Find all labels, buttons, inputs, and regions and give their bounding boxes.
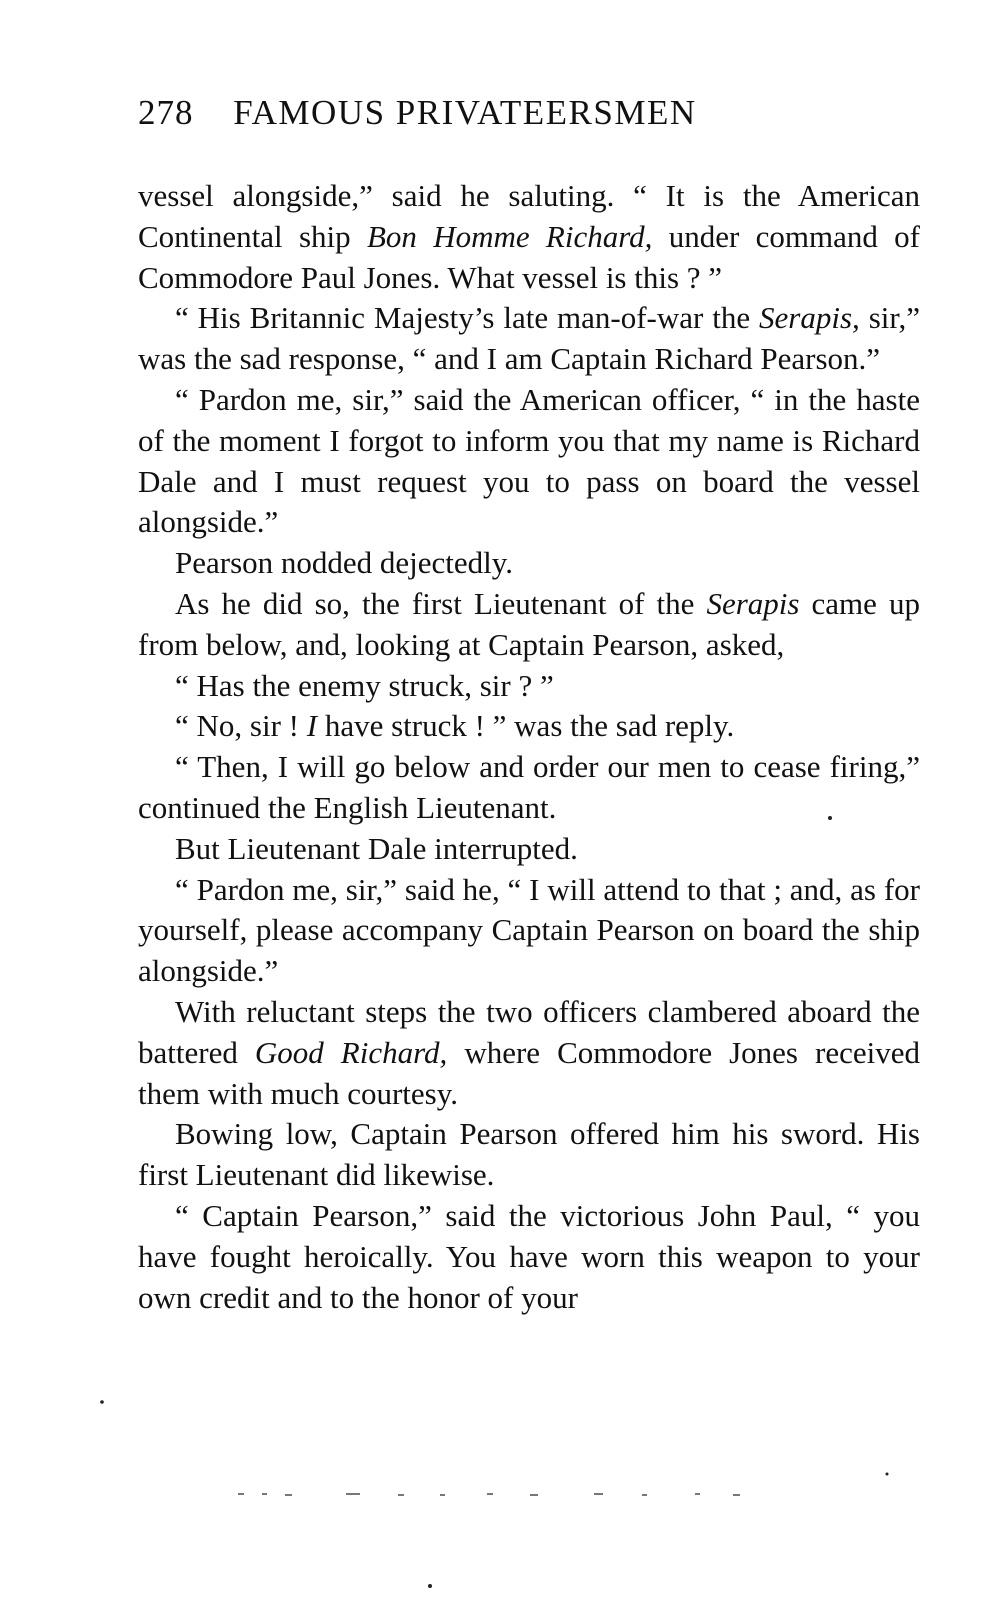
text-run: “ His Britannic Majesty’s late man-of-war the (175, 300, 760, 336)
paragraph (138, 1114, 920, 1196)
body-text (138, 176, 920, 1318)
italic-text: I (306, 708, 318, 744)
paragraph (138, 176, 920, 298)
paragraph (138, 829, 920, 870)
text-run: “ Pardon me, sir,” said the American officer, “ in the haste of the moment I forgot to inform you that my name is Richard Dale and I must request you to pass on board the vessel alongside.” (138, 381, 920, 540)
bleed-through-marks (238, 1493, 740, 1496)
paragraph (138, 1196, 920, 1318)
paragraph (138, 870, 920, 992)
paragraph (138, 543, 920, 584)
text-run: sir,” was the sad response, “ and I am Captain Richard Pearson.” (138, 300, 920, 377)
text-run: “ Captain Pearson,” said the victorious John Paul, “ you have fought heroically. You have worn this weapon to your own credit and to the honor of your (138, 1197, 920, 1315)
text-run: As he did so, the first Lieutenant of the (175, 585, 707, 621)
italic-text: Bon Homme Richard, (366, 218, 653, 254)
paragraph (138, 706, 920, 747)
page-number: 278 (138, 93, 194, 132)
paragraph (138, 584, 920, 666)
running-title: FAMOUS PRIVATEERSMEN (233, 93, 697, 132)
text-run: Pearson nodded dejectedly. (175, 545, 514, 581)
text-run: But Lieutenant Dale interrupted. (175, 830, 578, 866)
text-run: “ Pardon me, sir,” said he, “ I will attend to that ; and, as for yourself, please accompany Captain Pearson on board the ship alongside.” (138, 871, 920, 989)
italic-text: Serapis (706, 585, 800, 621)
text-run: vessel alongside,” said he saluting. “ It is the American Continental ship (138, 178, 920, 254)
text-run: have struck ! ” was the sad reply. (317, 708, 735, 744)
italic-text: Serapis, (759, 300, 860, 336)
text-run: With reluctant steps the two officers clambered aboard the battered (138, 993, 920, 1070)
paragraph (138, 666, 920, 707)
italic-text: Good Richard, (254, 1034, 448, 1070)
page-header (138, 88, 938, 138)
text-run: under command of Commodore Paul Jones. What vessel is this ? ” (138, 218, 920, 295)
text-run: “ Then, I will go below and order our men to cease firing,” continued the English Lieutenant. (138, 749, 920, 825)
paragraph (138, 747, 920, 829)
speck (100, 1400, 104, 1404)
text-run: came up from below, and, looking at Captain Pearson, asked, (138, 585, 920, 662)
speck (886, 1473, 889, 1476)
paragraph (138, 298, 920, 380)
text-run: “ Has the enemy struck, sir ? ” (175, 667, 554, 703)
text-run: where Commodore Jones received them with much courtesy. (138, 1034, 921, 1111)
speck (428, 1584, 432, 1588)
text-run: “ No, sir ! (175, 708, 307, 744)
paragraph (138, 992, 920, 1114)
paragraph (138, 380, 920, 543)
text-run: Bowing low, Captain Pearson offered him his sword. His first Lieutenant did likewise. (138, 1116, 920, 1193)
